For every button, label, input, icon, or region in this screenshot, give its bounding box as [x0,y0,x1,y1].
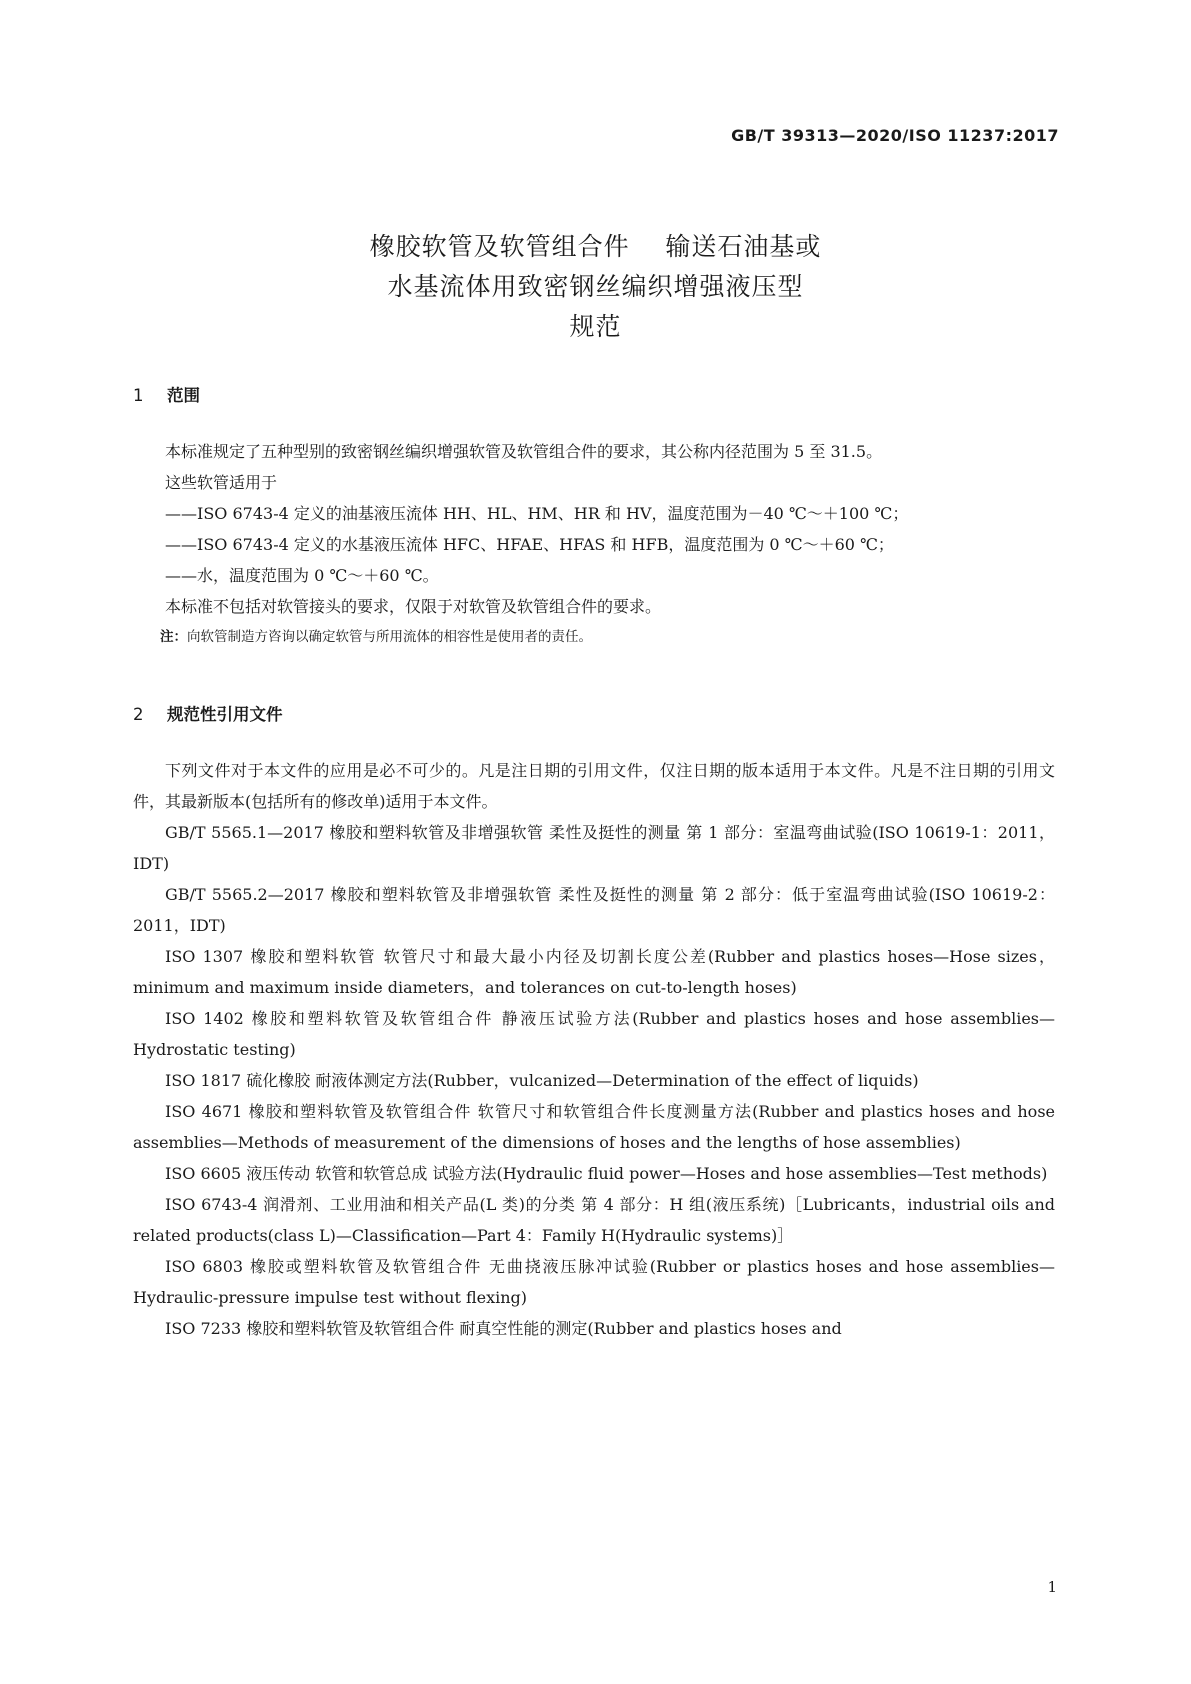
title-line-3: 规范 [569,312,622,341]
title-line-1: 橡胶软管及软管组合件 输送石油基或 [369,232,822,261]
paragraph: 下列文件对于本文件的应用是必不可少的。凡是注日期的引用文件，仅注日期的版本适用于本文件。凡是不注日期的引用文件，其最新版本(包括所有的修改单)适用于本文件。 [133,761,1055,811]
note-text: 向软管制造方咨询以确定软管与所用流体的相容性是使用者的责任。 [187,629,592,645]
section-title: 范围 [167,386,200,405]
section-number: 1 [133,386,144,405]
list-item: ——ISO 6743-4 定义的油基液压流体 HH、HL、HM、HR 和 HV，温度范围为－40 ℃～＋100 ℃； [165,504,909,523]
reference-item: ISO 4671 橡胶和塑料软管及软管组合件 软管尺寸和软管组合件长度测量方法(Rubber and plastics hoses and hose assemblies—Methods of measurement of the dimensions of hoses and the lengths of hose assemblies) [133,1102,1055,1152]
section-number: 2 [133,705,144,724]
paragraph: 本标准规定了五种型别的致密钢丝编织增强软管及软管组合件的要求，其公称内径范围为 5 至 31.5。 [165,442,883,461]
title-line-2: 水基流体用致密钢丝编织增强液压型 [387,272,804,301]
reference-item: ISO 6605 液压传动 软管和软管总成 试验方法(Hydraulic fluid power—Hoses and hose assemblies—Test methods) [165,1164,1048,1183]
reference-item: ISO 7233 橡胶和塑料软管及软管组合件 耐真空性能的测定(Rubber and plastics hoses and [165,1319,842,1338]
list-item: ——水，温度范围为 0 ℃～＋60 ℃。 [165,566,439,585]
standard-code: GB/T 39313—2020/ISO 11237:2017 [731,126,1059,145]
paragraph: 本标准不包括对软管接头的要求，仅限于对软管及软管组合件的要求。 [165,597,662,616]
section-2-heading [133,701,283,725]
reference-item: ISO 1307 橡胶和塑料软管 软管尺寸和最大最小内径及切割长度公差(Rubber and plastics hoses—Hose sizes，minimum and maximum inside diameters，and tolerances on cut-to-length hoses) [133,947,1055,997]
section-1-heading [133,382,200,406]
list-item: ——ISO 6743-4 定义的水基液压流体 HFC、HFAE、HFAS 和 HFB，温度范围为 0 ℃～＋60 ℃； [165,535,894,554]
document-title [0,227,1191,347]
section-1-body [133,436,1055,652]
page-number: 1 [1047,1578,1057,1596]
section-title: 规范性引用文件 [167,705,283,724]
reference-item: ISO 6803 橡胶或塑料软管及软管组合件 无曲挠液压脉冲试验(Rubber or plastics hoses and hose assemblies—Hydraulic-pressure impulse test without flexing) [133,1257,1055,1307]
reference-item: GB/T 5565.2—2017 橡胶和塑料软管及非增强软管 柔性及挺性的测量 第 2 部分：低于室温弯曲试验(ISO 10619-2：2011，IDT) [133,885,1055,935]
reference-item: ISO 1817 硫化橡胶 耐液体测定方法(Rubber，vulcanized—Determination of the effect of liquids) [165,1071,919,1090]
section-2-body [133,755,1055,1344]
reference-item: ISO 6743-4 润滑剂、工业用油和相关产品(L 类)的分类 第 4 部分：H 组(液压系统)［Lubricants，industrial oils and related products(class L)—Classification—Part 4：Family H(Hydraulic systems)］ [133,1195,1055,1245]
note [133,622,1055,652]
reference-item: ISO 1402 橡胶和塑料软管及软管组合件 静液压试验方法(Rubber and plastics hoses and hose assemblies—Hydrostatic testing) [133,1009,1055,1059]
reference-item: GB/T 5565.1—2017 橡胶和塑料软管及非增强软管 柔性及挺性的测量 第 1 部分：室温弯曲试验(ISO 10619-1：2011，IDT) [133,823,1055,873]
note-label: 注： [160,629,187,645]
paragraph: 这些软管适用于 [165,473,278,492]
